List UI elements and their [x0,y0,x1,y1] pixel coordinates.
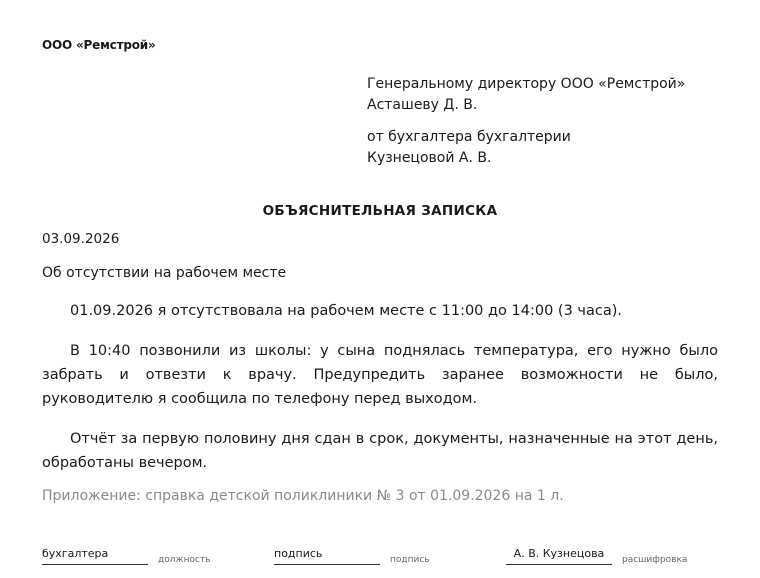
body-paragraph-2: В 10:40 позвонили из школы: у сына поднялась температура, его нужно было забрать и отвезти к врачу. Предупредить заранее возможности не было, руководителю я сообщила по телефону перед выходом. [42,343,718,407]
signature-position-caption: должность [158,555,211,565]
signature-name-field: А. В. Кузнецова [506,547,612,565]
document-subject: Об отсутствии на рабочем месте [42,265,287,281]
sender-line1: от бухгалтера бухгалтерии [367,129,571,145]
addressee-line2: Асташеву Д. В. [367,97,478,113]
attachment-note: Приложение: справка детской поликлиники № 3 от 01.09.2026 на 1 л. [42,488,564,504]
document-date: 03.09.2026 [42,231,120,247]
body-paragraph-3: Отчёт за первую половину дня сдан в срок, документы, назначенные на этот день, обработаны вечером. [42,431,718,471]
sender-block [367,127,571,169]
signature-position-field: бухгалтера [42,547,148,565]
signature-sign-field: подпись [274,547,380,565]
document-title: ОБЪЯСНИТЕЛЬНАЯ ЗАПИСКА [262,203,498,219]
organization-name: ООО «Ремстрой» [42,38,156,52]
body-paragraph-1: 01.09.2026 я отсутствовала на рабочем месте с 11:00 до 14:00 (3 часа). [70,303,622,319]
addressee-line1: Генеральному директору ООО «Ремстрой» [367,76,686,92]
sender-line2: Кузнецовой А. В. [367,150,492,166]
addressee-block [367,74,685,116]
signature-name-caption: расшифровка [622,555,688,565]
signature-sign-caption: подпись [390,555,430,565]
